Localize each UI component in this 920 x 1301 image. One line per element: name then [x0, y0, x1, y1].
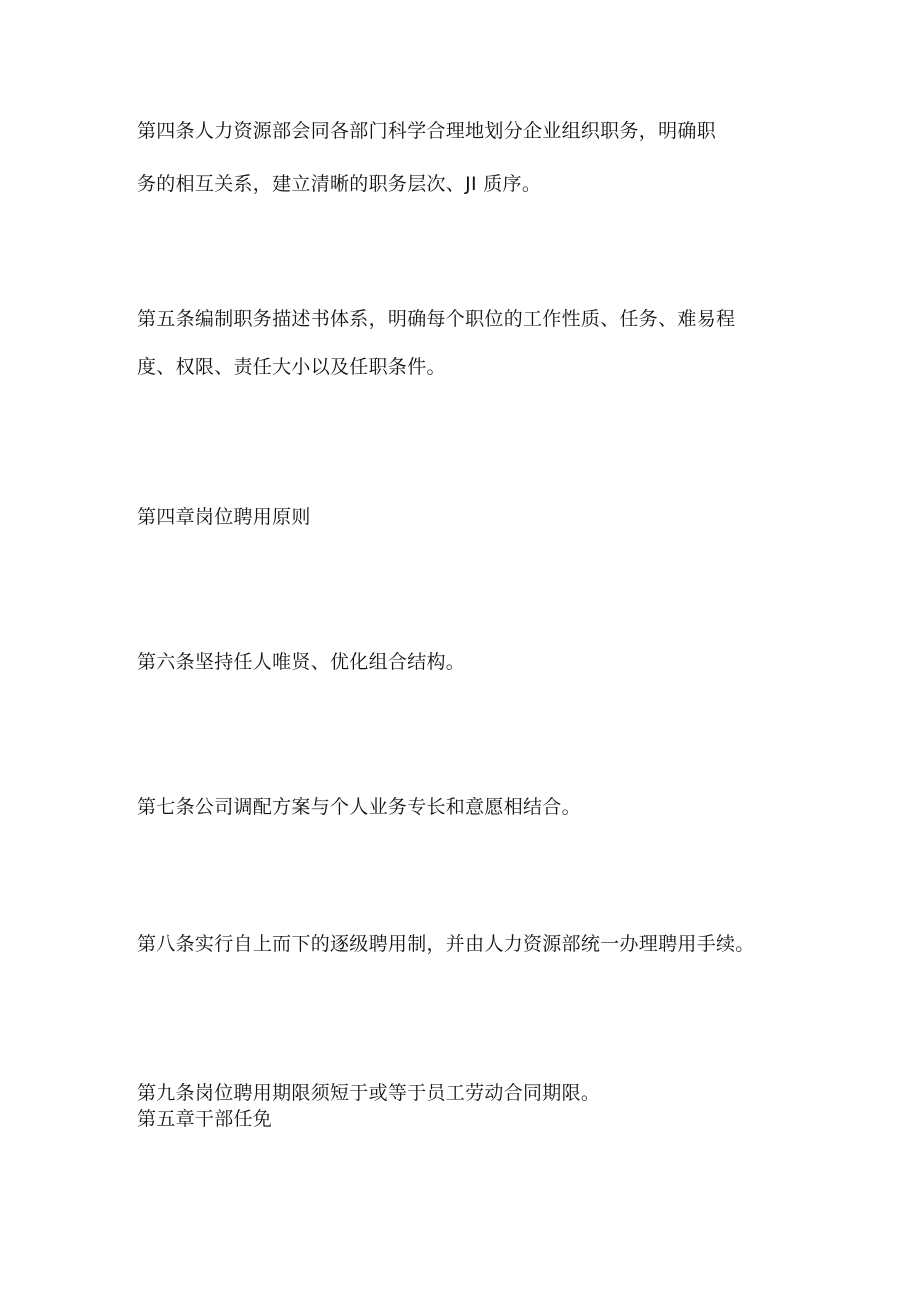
chapter-4-heading: 第四章岗位聘用原则 — [137, 506, 311, 528]
article-5-line-1: 第五条编制职务描述书体系，明确每个职位的工作性质、任务、难易程 — [137, 308, 736, 330]
article-7: 第七条公司调配方案与个人业务专长和意愿相结合。 — [137, 796, 581, 818]
article-5-line-2: 度、权限、责任大小以及任职条件。 — [137, 356, 446, 378]
article-6: 第六条坚持任人唯贤、优化组合结构。 — [137, 651, 466, 673]
article-4-line-2: 务的相互关系，建立清晰的职务层次、JI 质序。 — [137, 173, 542, 195]
article-8: 第八条实行自上而下的逐级聘用制，并由人力资源部统一办理聘用手续。 — [137, 933, 755, 955]
article-4-line-1: 第四条人力资源部会同各部门科学合理地划分企业组织职务，明确职 — [137, 120, 717, 142]
chapter-5-heading: 第五章干部任免 — [137, 1108, 273, 1130]
article-9: 第九条岗位聘用期限须短于或等于员工劳动合同期限。 — [137, 1082, 601, 1104]
